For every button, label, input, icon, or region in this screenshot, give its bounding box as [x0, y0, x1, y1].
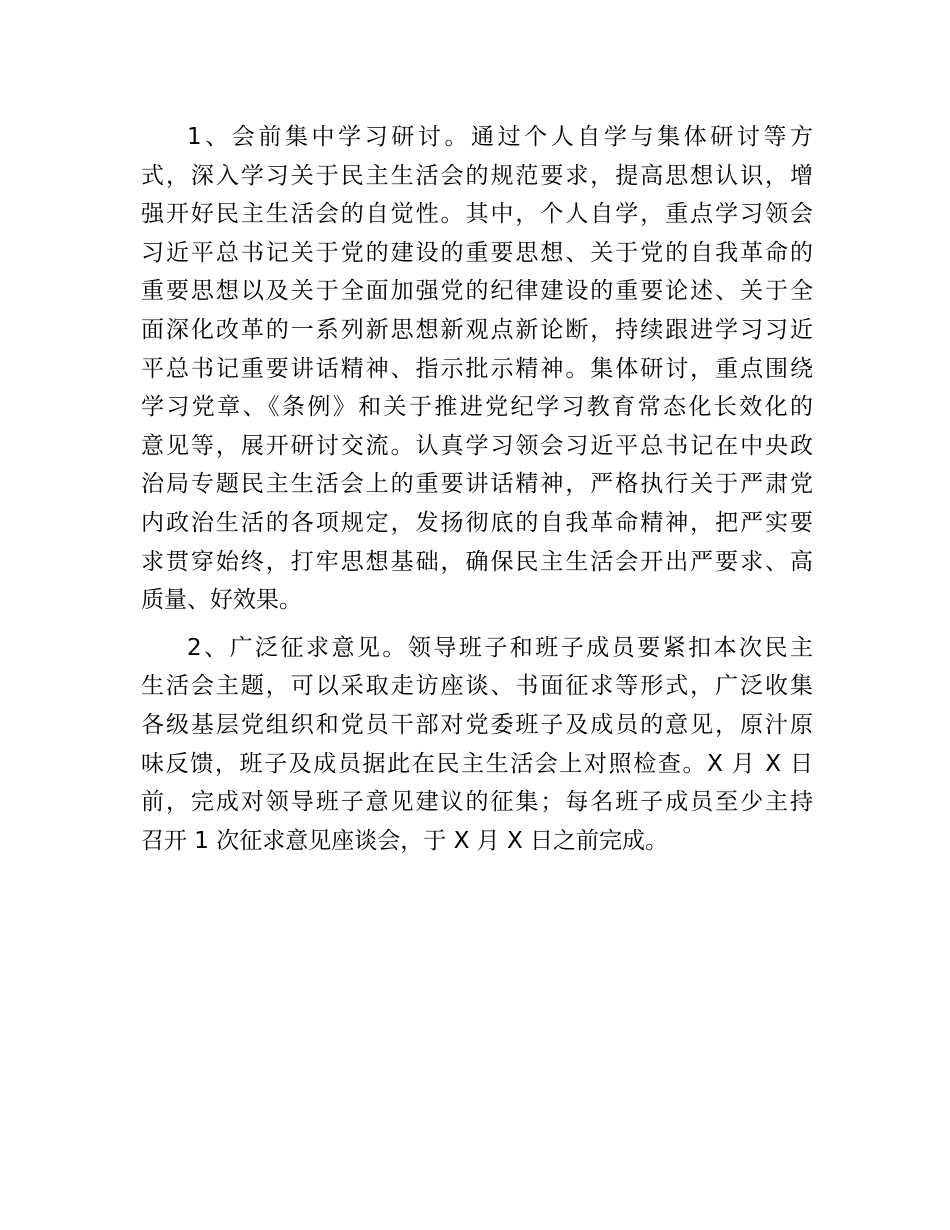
- text-line: 质量、好效果。: [141, 587, 302, 614]
- text-line: 内政治生活的各项规定，发扬彻底的自我革命精神，把严实要: [141, 509, 813, 536]
- document-body: [141, 118, 813, 860]
- paragraph-2: [141, 629, 813, 861]
- text-line: 召开 1 次征求意见座谈会，于 X 月 X 日之前完成。: [141, 827, 669, 854]
- paragraph-1: [141, 118, 813, 620]
- text-line: 平总书记重要讲话精神、指示批示精神。集体研讨，重点围绕: [141, 355, 813, 382]
- text-line: 意见等，展开研讨交流。认真学习领会习近平总书记在中央政: [141, 432, 813, 459]
- text-line: 治局专题民主生活会上的重要讲话精神，严格执行关于严肃党: [141, 471, 813, 498]
- text-line: 面深化改革的一系列新思想新观点新论断，持续跟进学习习近: [141, 316, 813, 343]
- text-line: 2、广泛征求意见。领导班子和班子成员要紧扣本次民主: [187, 634, 813, 661]
- text-line: 重要思想以及关于全面加强党的纪律建设的重要论述、关于全: [141, 278, 813, 305]
- text-line: 生活会主题，可以采取走访座谈、书面征求等形式，广泛收集: [141, 673, 813, 700]
- text-line: 求贯穿始终，打牢思想基础，确保民主生活会开出严要求、高: [141, 548, 813, 575]
- text-line: 前，完成对领导班子意见建议的征集；每名班子成员至少主持: [141, 789, 813, 816]
- text-line: 式，深入学习关于民主生活会的规范要求，提高思想认识，增: [141, 162, 813, 189]
- text-line: 各级基层党组织和党员干部对党委班子及成员的意见，原汁原: [141, 711, 813, 738]
- text-line: 学习党章、《条例》和关于推进党纪学习教育常态化长效化的: [141, 394, 813, 421]
- text-line: 强开好民主生活会的自觉性。其中，个人自学，重点学习领会: [141, 201, 813, 228]
- text-line: 味反馈，班子及成员据此在民主生活会上对照检查。X 月 X 日: [141, 750, 813, 777]
- text-line: 1、会前集中学习研讨。通过个人自学与集体研讨等方: [187, 124, 813, 150]
- text-line: 习近平总书记关于党的建设的重要思想、关于党的自我革命的: [141, 239, 813, 266]
